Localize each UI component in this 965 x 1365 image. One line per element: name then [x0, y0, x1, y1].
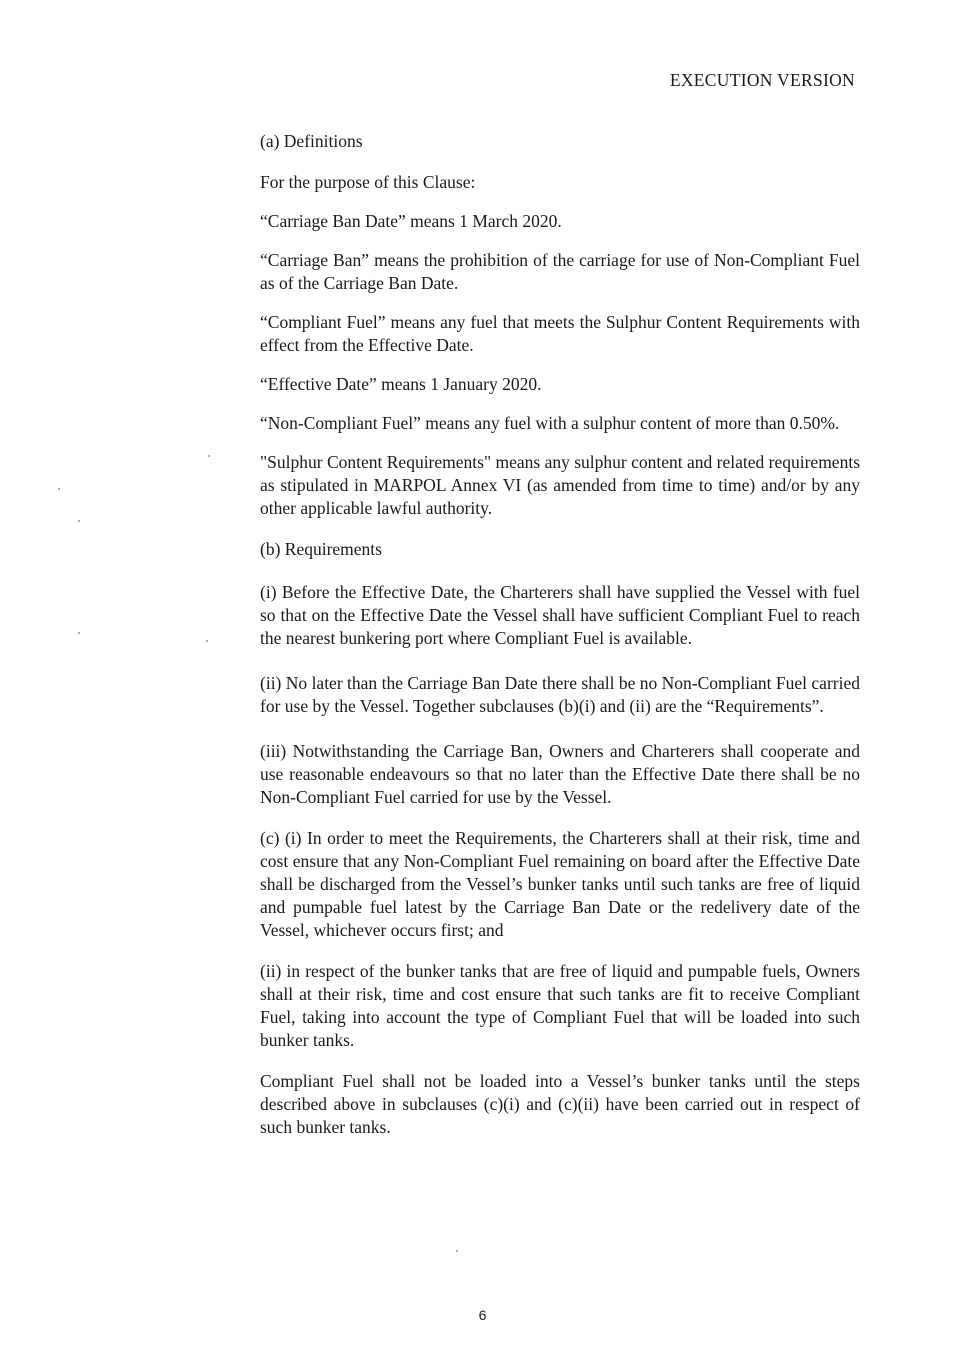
- definition-effective-date: “Effective Date” means 1 January 2020.: [260, 374, 542, 394]
- section-c-i: (c) (i) In order to meet the Requirements, the Charterers shall at their risk, time and cost ensure that any Non-Compliant Fuel remaining on board after the Effective Date shall be discharged from the Vessel’s bunker tanks until such tanks are free of liquid and pumpable fuel latest by the Carriage Ban Date or the redelivery date of the Vessel, whichever occurs first; and: [260, 828, 860, 940]
- section-a-intro: For the purpose of this Clause:: [260, 172, 476, 192]
- section-c-ii: (ii) in respect of the bunker tanks that are free of liquid and pumpable fuels, Owners shall at their risk, time and cost ensure that such tanks are fit to receive Compliant Fuel, taking into account the type of Compliant Fuel that will be loaded into such bunker tanks.: [260, 961, 860, 1050]
- page-number: 6: [478, 1307, 487, 1323]
- requirement-i: (i) Before the Effective Date, the Charterers shall have supplied the Vessel with fuel so that on the Effective Date the Vessel shall have sufficient Compliant Fuel to reach the nearest bunkering port where Compliant Fuel is available.: [260, 582, 860, 648]
- definition-sulphur-content-requirements: "Sulphur Content Requirements" means any sulphur content and related requirements as stipulated in MARPOL Annex VI (as amended from time to time) and/or by any other applicable lawful authority.: [260, 452, 860, 518]
- scan-speck: [78, 520, 80, 522]
- document-version-header: EXECUTION VERSION: [669, 70, 855, 90]
- scan-speck: [206, 640, 208, 642]
- definition-non-compliant-fuel: “Non-Compliant Fuel” means any fuel with a sulphur content of more than 0.50%.: [260, 413, 840, 433]
- definition-compliant-fuel: “Compliant Fuel” means any fuel that meets the Sulphur Content Requirements with effect from the Effective Date.: [260, 312, 860, 355]
- scan-speck: [208, 455, 210, 457]
- scan-speck: [456, 1250, 458, 1252]
- definition-carriage-ban: “Carriage Ban” means the prohibition of the carriage for use of Non-Compliant Fuel as of the Carriage Ban Date.: [260, 250, 860, 293]
- scan-speck: [78, 632, 80, 634]
- requirement-ii: (ii) No later than the Carriage Ban Date there shall be no Non-Compliant Fuel carried for use by the Vessel. Together subclauses (b)(i) and (ii) are the “Requirements”.: [260, 673, 860, 716]
- section-a-heading: (a) Definitions: [260, 131, 363, 151]
- requirement-iii: (iii) Notwithstanding the Carriage Ban, Owners and Charterers shall cooperate and use reasonable endeavours so that no later than the Effective Date there shall be no Non-Compliant Fuel carried for use by the Vessel.: [260, 741, 860, 807]
- section-c-final-paragraph: Compliant Fuel shall not be loaded into a Vessel’s bunker tanks until the steps described above in subclauses (c)(i) and (c)(ii) have been carried out in respect of such bunker tanks.: [260, 1071, 860, 1137]
- definition-carriage-ban-date: “Carriage Ban Date” means 1 March 2020.: [260, 211, 562, 231]
- clause-body: [260, 130, 860, 1139]
- scan-speck: [58, 488, 60, 490]
- section-b-heading: (b) Requirements: [260, 539, 382, 559]
